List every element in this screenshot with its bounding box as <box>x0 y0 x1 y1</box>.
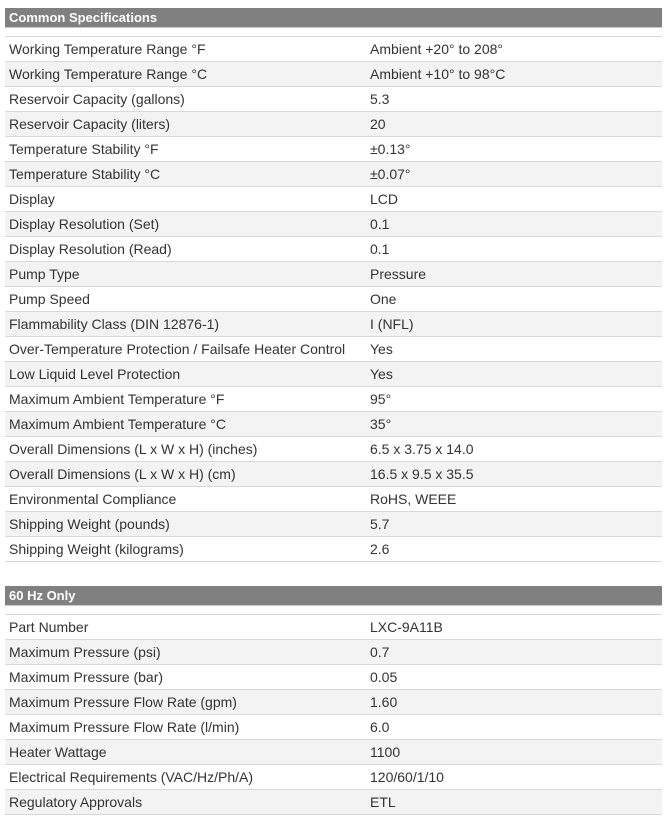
spec-label: Environmental Compliance <box>5 487 366 512</box>
spec-value: 5.7 <box>366 512 662 537</box>
spec-value: LCD <box>366 187 662 212</box>
spec-label: Temperature Stability °C <box>5 162 366 187</box>
table-row <box>5 765 662 790</box>
table-row <box>5 387 662 412</box>
spec-value: 6.0 <box>366 715 662 740</box>
spec-label: Shipping Weight (pounds) <box>5 512 366 537</box>
spec-label: Heater Wattage <box>5 740 366 765</box>
section-title: Common Specifications <box>5 8 662 28</box>
table-row <box>5 262 662 287</box>
spec-label: Working Temperature Range °C <box>5 62 366 87</box>
table-row <box>5 715 662 740</box>
table-row <box>5 362 662 387</box>
spec-value: ±0.13° <box>366 137 662 162</box>
table-row <box>5 187 662 212</box>
spec-label: Pump Type <box>5 262 366 287</box>
spec-value: I (NFL) <box>366 312 662 337</box>
table-row <box>5 740 662 765</box>
spec-value: 16.5 x 9.5 x 35.5 <box>366 462 662 487</box>
table-row <box>5 87 662 112</box>
60hz-specifications-table <box>5 586 662 815</box>
spec-value: 1.60 <box>366 690 662 715</box>
table-row <box>5 162 662 187</box>
table-row <box>5 690 662 715</box>
table-header-row <box>5 586 662 606</box>
spec-label: Maximum Ambient Temperature °F <box>5 387 366 412</box>
spec-label: Shipping Weight (kilograms) <box>5 537 366 562</box>
table-row <box>5 212 662 237</box>
spec-label: Working Temperature Range °F <box>5 37 366 62</box>
table-header-row <box>5 8 662 28</box>
spec-value: 95° <box>366 387 662 412</box>
spec-label: Reservoir Capacity (liters) <box>5 112 366 137</box>
spec-value: 20 <box>366 112 662 137</box>
spec-label: Overall Dimensions (L x W x H) (inches) <box>5 437 366 462</box>
table-row <box>5 137 662 162</box>
table-row <box>5 312 662 337</box>
table-row <box>5 615 662 640</box>
spec-label: Maximum Ambient Temperature °C <box>5 412 366 437</box>
table-row <box>5 37 662 62</box>
spec-label: Display <box>5 187 366 212</box>
spec-label: Maximum Pressure (bar) <box>5 665 366 690</box>
section-title: 60 Hz Only <box>5 586 662 606</box>
spec-label: Flammability Class (DIN 12876-1) <box>5 312 366 337</box>
spec-value: 6.5 x 3.75 x 14.0 <box>366 437 662 462</box>
spec-value: 0.05 <box>366 665 662 690</box>
table-row <box>5 790 662 815</box>
spec-value: 5.3 <box>366 87 662 112</box>
spec-value: Ambient +10° to 98°C <box>366 62 662 87</box>
spec-rows <box>5 606 662 815</box>
spacer-row <box>5 28 662 37</box>
spec-rows <box>5 28 662 562</box>
spec-label: Maximum Pressure (psi) <box>5 640 366 665</box>
spec-label: Low Liquid Level Protection <box>5 362 366 387</box>
table-row <box>5 412 662 437</box>
spec-label: Reservoir Capacity (gallons) <box>5 87 366 112</box>
table-row <box>5 287 662 312</box>
table-row <box>5 237 662 262</box>
spec-label: Temperature Stability °F <box>5 137 366 162</box>
spec-value: 0.7 <box>366 640 662 665</box>
spec-value: Pressure <box>366 262 662 287</box>
spec-value: ETL <box>366 790 662 815</box>
spec-value: 1100 <box>366 740 662 765</box>
spec-value: 0.1 <box>366 237 662 262</box>
table-row <box>5 487 662 512</box>
table-row <box>5 462 662 487</box>
spec-value: RoHS, WEEE <box>366 487 662 512</box>
spec-value: Ambient +20° to 208° <box>366 37 662 62</box>
spec-label: Maximum Pressure Flow Rate (gpm) <box>5 690 366 715</box>
spec-label: Over-Temperature Protection / Failsafe Heater Control <box>5 337 366 362</box>
spec-value: Yes <box>366 337 662 362</box>
spec-label: Display Resolution (Set) <box>5 212 366 237</box>
spec-value: ±0.07° <box>366 162 662 187</box>
spec-label: Electrical Requirements (VAC/Hz/Ph/A) <box>5 765 366 790</box>
spec-value: 0.1 <box>366 212 662 237</box>
spec-label: Display Resolution (Read) <box>5 237 366 262</box>
spec-label: Maximum Pressure Flow Rate (l/min) <box>5 715 366 740</box>
spec-value: One <box>366 287 662 312</box>
spec-label: Pump Speed <box>5 287 366 312</box>
common-specifications-table <box>5 8 662 562</box>
spec-label: Overall Dimensions (L x W x H) (cm) <box>5 462 366 487</box>
spec-value: 2.6 <box>366 537 662 562</box>
table-row <box>5 665 662 690</box>
table-row <box>5 337 662 362</box>
spec-label: Regulatory Approvals <box>5 790 366 815</box>
table-row <box>5 537 662 562</box>
table-row <box>5 512 662 537</box>
spec-value: Yes <box>366 362 662 387</box>
spec-label: Part Number <box>5 615 366 640</box>
table-row <box>5 640 662 665</box>
spec-value: 35° <box>366 412 662 437</box>
table-row <box>5 112 662 137</box>
spec-value: LXC-9A11B <box>366 615 662 640</box>
table-row <box>5 437 662 462</box>
spacer-row <box>5 606 662 615</box>
spec-value: 120/60/1/10 <box>366 765 662 790</box>
table-row <box>5 62 662 87</box>
